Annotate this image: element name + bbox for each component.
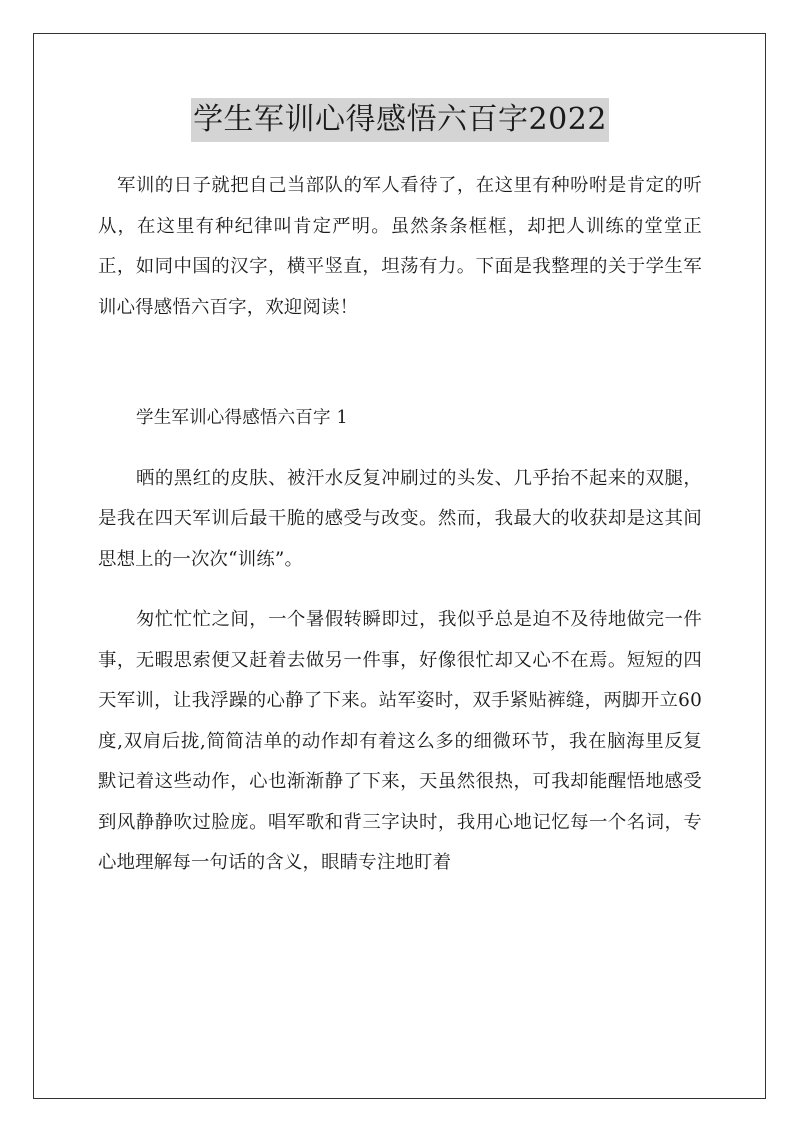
section-spacer	[98, 328, 702, 398]
intro-paragraph: 军训的日子就把自己当部队的军人看待了，在这里有种吩咐是肯定的听从，在这里有种纪律叫肯定严明。虽然条条框框，却把人训练的堂堂正正，如同中国的汉字，横平竖直，坦荡有力。下面是我整理的关于学生军训心得感悟六百字，欢迎阅读！	[98, 175, 702, 318]
body-paragraph-1: 晒的黑红的皮肤、被汗水反复冲刷过的头发、几乎抬不起来的双腿，是我在四天军训后最干脆的感受与改变。然而，我最大的收获却是这其间思想上的一次次“训练”。	[98, 467, 702, 570]
title-container	[0, 98, 800, 142]
paragraph-spacer	[98, 580, 702, 600]
section-heading: 学生军训心得感悟六百字 1	[136, 408, 348, 428]
body-paragraph-2: 匆忙忙忙之间，一个暑假转瞬即过，我似乎总是迫不及待地做完一件事，无暇思索便又赶着去做另一件事，好像很忙却又心不在焉。短短的四天军训，让我浮躁的心静了下来。站军姿时，双手紧贴裤缝，两脚开立60度,双肩后拢,简简洁单的动作却有着这么多的细微环节，我在脑海里反复默记着这些动作，心也渐渐静了下来，天虽然很热，可我却能醒悟地感受到风静静吹过脸庞。唱军歌和背三字诀时，我用心地记忆每一个名词，专心地理解每一句话的含义，眼睛专注地盯着	[98, 609, 702, 873]
paragraph-spacer	[98, 439, 702, 459]
document-title: 学生军训心得感悟六百字2022	[191, 98, 609, 142]
document-body	[98, 166, 702, 884]
